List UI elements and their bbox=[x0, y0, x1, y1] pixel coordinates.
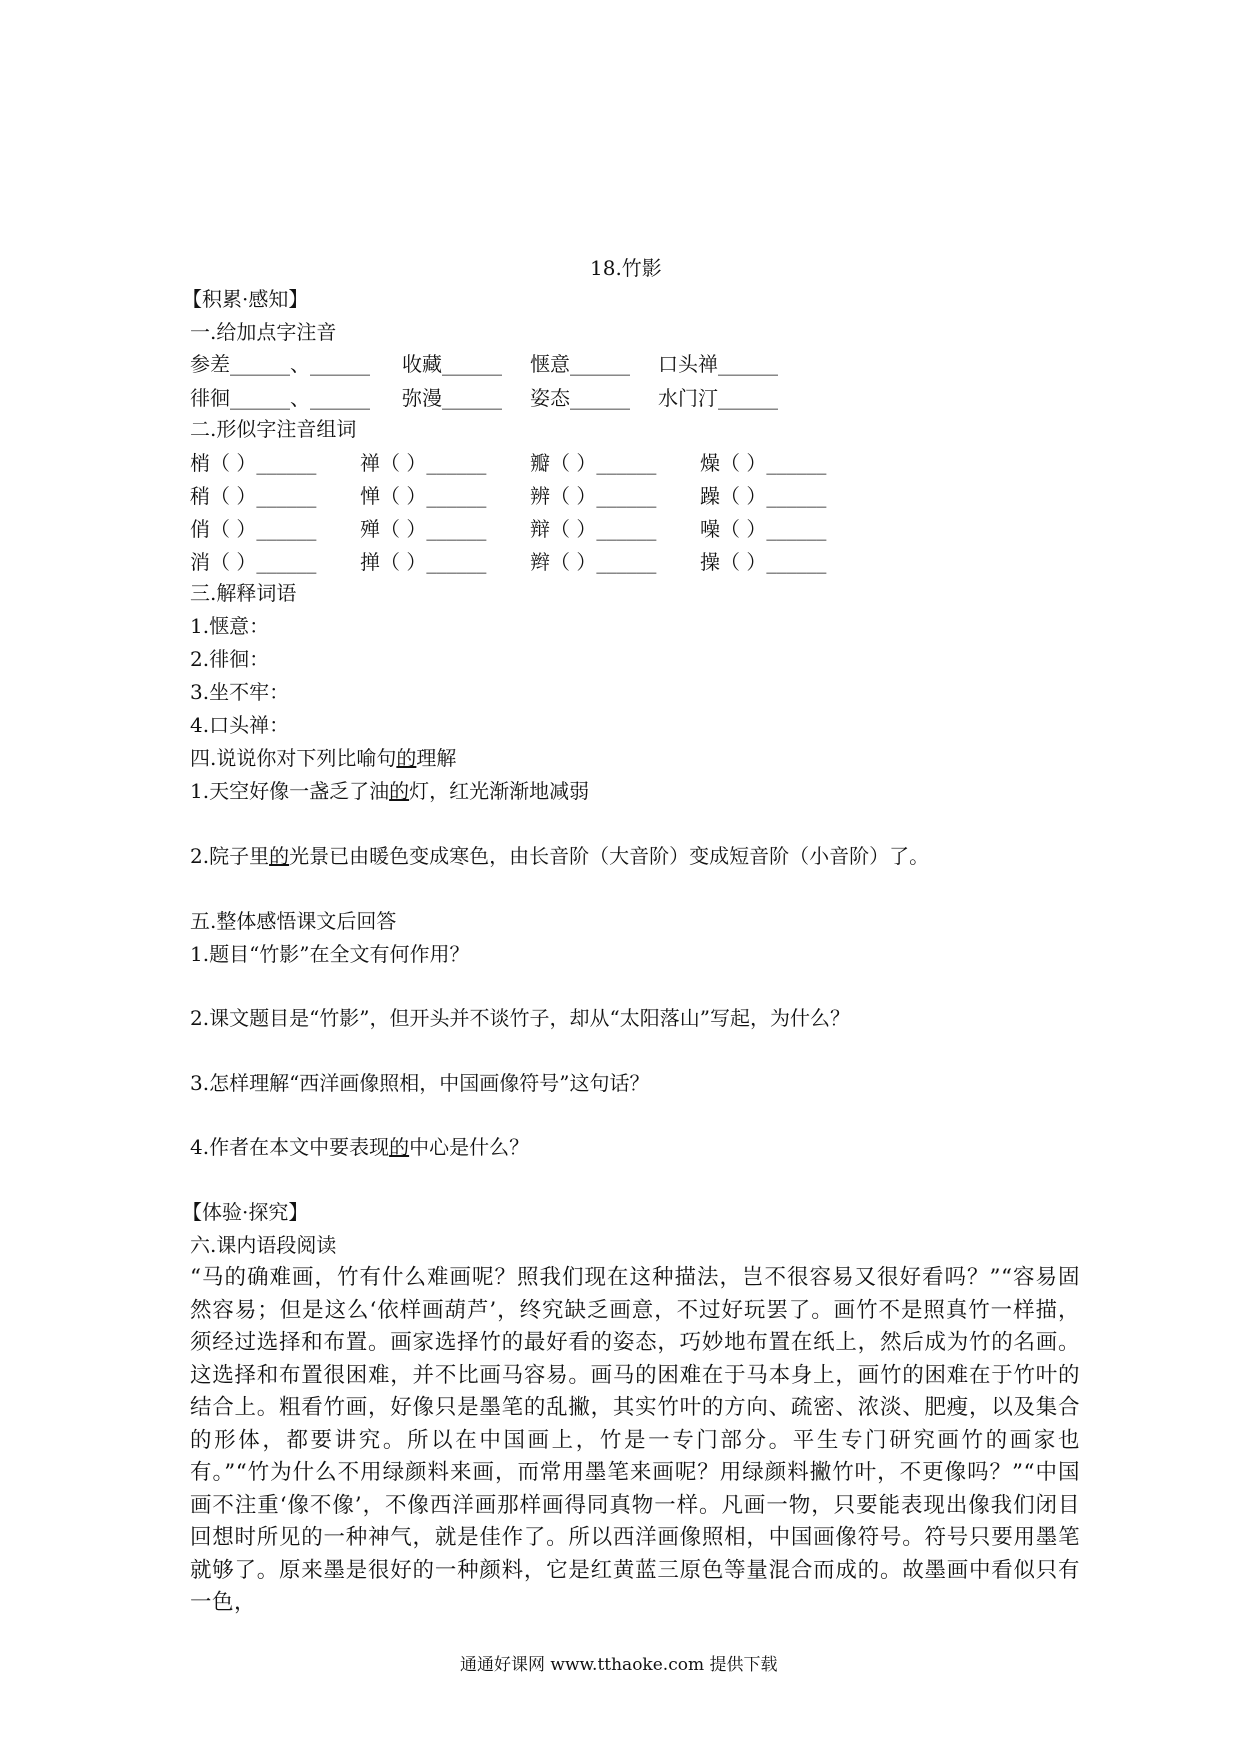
q4-title-text: 理解 bbox=[416, 746, 457, 770]
section-heading-explore: 【体验·探究】 bbox=[182, 1200, 309, 1224]
q2-item: 燥（ ）______ bbox=[700, 451, 827, 475]
q5-title: 五.整体感悟课文后回答 bbox=[190, 909, 397, 933]
footer-source: 通通好课网 www.tthaoke.com 提供下载 bbox=[460, 1655, 778, 1675]
q2-item: 禅（ ）______ bbox=[360, 451, 487, 475]
underlined-char: 的 bbox=[396, 746, 417, 770]
q2-item: 梢（ ）______ bbox=[190, 451, 317, 475]
underlined-char: 的 bbox=[389, 779, 410, 803]
q2-item: 惮（ ）______ bbox=[360, 484, 487, 508]
q2-item: 消（ ）______ bbox=[190, 550, 317, 574]
q2-item: 辩（ ）______ bbox=[530, 517, 657, 541]
q2-item: 俏（ ）______ bbox=[190, 517, 317, 541]
q4-item-text: 1.天空好像一盏乏了油 bbox=[190, 779, 390, 803]
q4-item-text: 灯，红光渐渐地减弱 bbox=[409, 779, 590, 803]
q1-item: 参差______、______ bbox=[190, 352, 370, 376]
q4-item-2 bbox=[190, 840, 929, 872]
q5-item: 2.课文题目是“竹影”，但开头并不谈竹子，却从“太阳落山”写起，为什么？ bbox=[190, 1006, 850, 1030]
q4-item-text: 2.院子里 bbox=[190, 844, 270, 868]
q1-item: 口头禅______ bbox=[658, 352, 778, 376]
q1-item: 水门汀______ bbox=[658, 386, 778, 410]
q1-item: 收藏______ bbox=[402, 352, 502, 376]
q1-item: 徘徊______、______ bbox=[190, 386, 370, 410]
q4-item-1 bbox=[190, 775, 589, 807]
q4-title-text: 四.说说你对下列比喻句 bbox=[190, 746, 397, 770]
underlined-char: 的 bbox=[269, 844, 290, 868]
q2-item: 躁（ ）______ bbox=[700, 484, 827, 508]
section-heading-accumulate: 【积累·感知】 bbox=[182, 287, 309, 311]
q5-item-text: 中心是什么？ bbox=[409, 1135, 530, 1159]
reading-passage: “马的确难画，竹有什么难画呢？照我们现在这种描法，岂不很容易又很好看吗？”“容易固然容易；但是这么‘依样画葫芦’，终究缺乏画意，不过好玩罢了。画竹不是照真竹一样描，须经过选择和布置。画家选择竹的最好看的姿态，巧妙地布置在纸上，然后成为竹的名画。这选择和布置很困难，并不比画马容易。画马的困难在于马本身上，画竹的困难在于竹叶的结合上。粗看竹画，好像只是墨笔的乱撇，其实竹叶的方向、疏密、浓淡、肥瘦，以及集合的形体，都要讲究。所以在中国画上，竹是一专门部分。平生专门研究画竹的画家也有。”“竹为什么不用绿颜料来画，而常用墨笔来画呢？用绿颜料撇竹叶，不更像吗？”“中国画不注重‘像不像’，不像西洋画那样画得同真物一样。凡画一物，只要能表现出像我们闭目回想时所见的一种神气，就是佳作了。所以西洋画像照相，中国画像符号。符号只要用墨笔就够了。原来墨是很好的一种颜料，它是红黄蓝三原色等量混合而成的。故墨画中看似只有一色， bbox=[190, 1265, 1080, 1615]
q5-item-4 bbox=[190, 1131, 529, 1163]
q3-item: 3.坐不牢： bbox=[190, 680, 290, 704]
q5-item: 3.怎样理解“西洋画像照相，中国画像符号”这句话？ bbox=[190, 1071, 650, 1095]
q1-item: 惬意______ bbox=[530, 352, 630, 376]
q2-item: 瓣（ ）______ bbox=[530, 451, 657, 475]
q2-item: 殚（ ）______ bbox=[360, 517, 487, 541]
q1-item: 姿态______ bbox=[530, 386, 630, 410]
q1-title: 一.给加点字注音 bbox=[190, 320, 337, 344]
q3-item: 4.口头禅： bbox=[190, 713, 290, 737]
q2-title: 二.形似字注音组词 bbox=[190, 417, 357, 441]
q2-item: 噪（ ）______ bbox=[700, 517, 827, 541]
q2-item: 辨（ ）______ bbox=[530, 484, 657, 508]
page-title: 18.竹影 bbox=[590, 256, 662, 280]
q2-item: 掸（ ）______ bbox=[360, 550, 487, 574]
q3-title: 三.解释词语 bbox=[190, 581, 297, 605]
q6-title: 六.课内语段阅读 bbox=[190, 1233, 337, 1257]
q2-item: 辫（ ）______ bbox=[530, 550, 657, 574]
q1-item: 弥漫______ bbox=[402, 386, 502, 410]
q3-item: 2.徘徊： bbox=[190, 647, 270, 671]
q4-title bbox=[190, 742, 456, 774]
q3-item: 1.惬意： bbox=[190, 614, 270, 638]
q5-item: 1.题目“竹影”在全文有何作用？ bbox=[190, 942, 470, 966]
underlined-char: 的 bbox=[389, 1135, 410, 1159]
q2-item: 操（ ）______ bbox=[700, 550, 827, 574]
q2-item: 稍（ ）______ bbox=[190, 484, 317, 508]
q5-item-text: 4.作者在本文中要表现 bbox=[190, 1135, 390, 1159]
q4-item-text: 光景已由暖色变成寒色，由长音阶（大音阶）变成短音阶（小音阶）了。 bbox=[289, 844, 930, 868]
